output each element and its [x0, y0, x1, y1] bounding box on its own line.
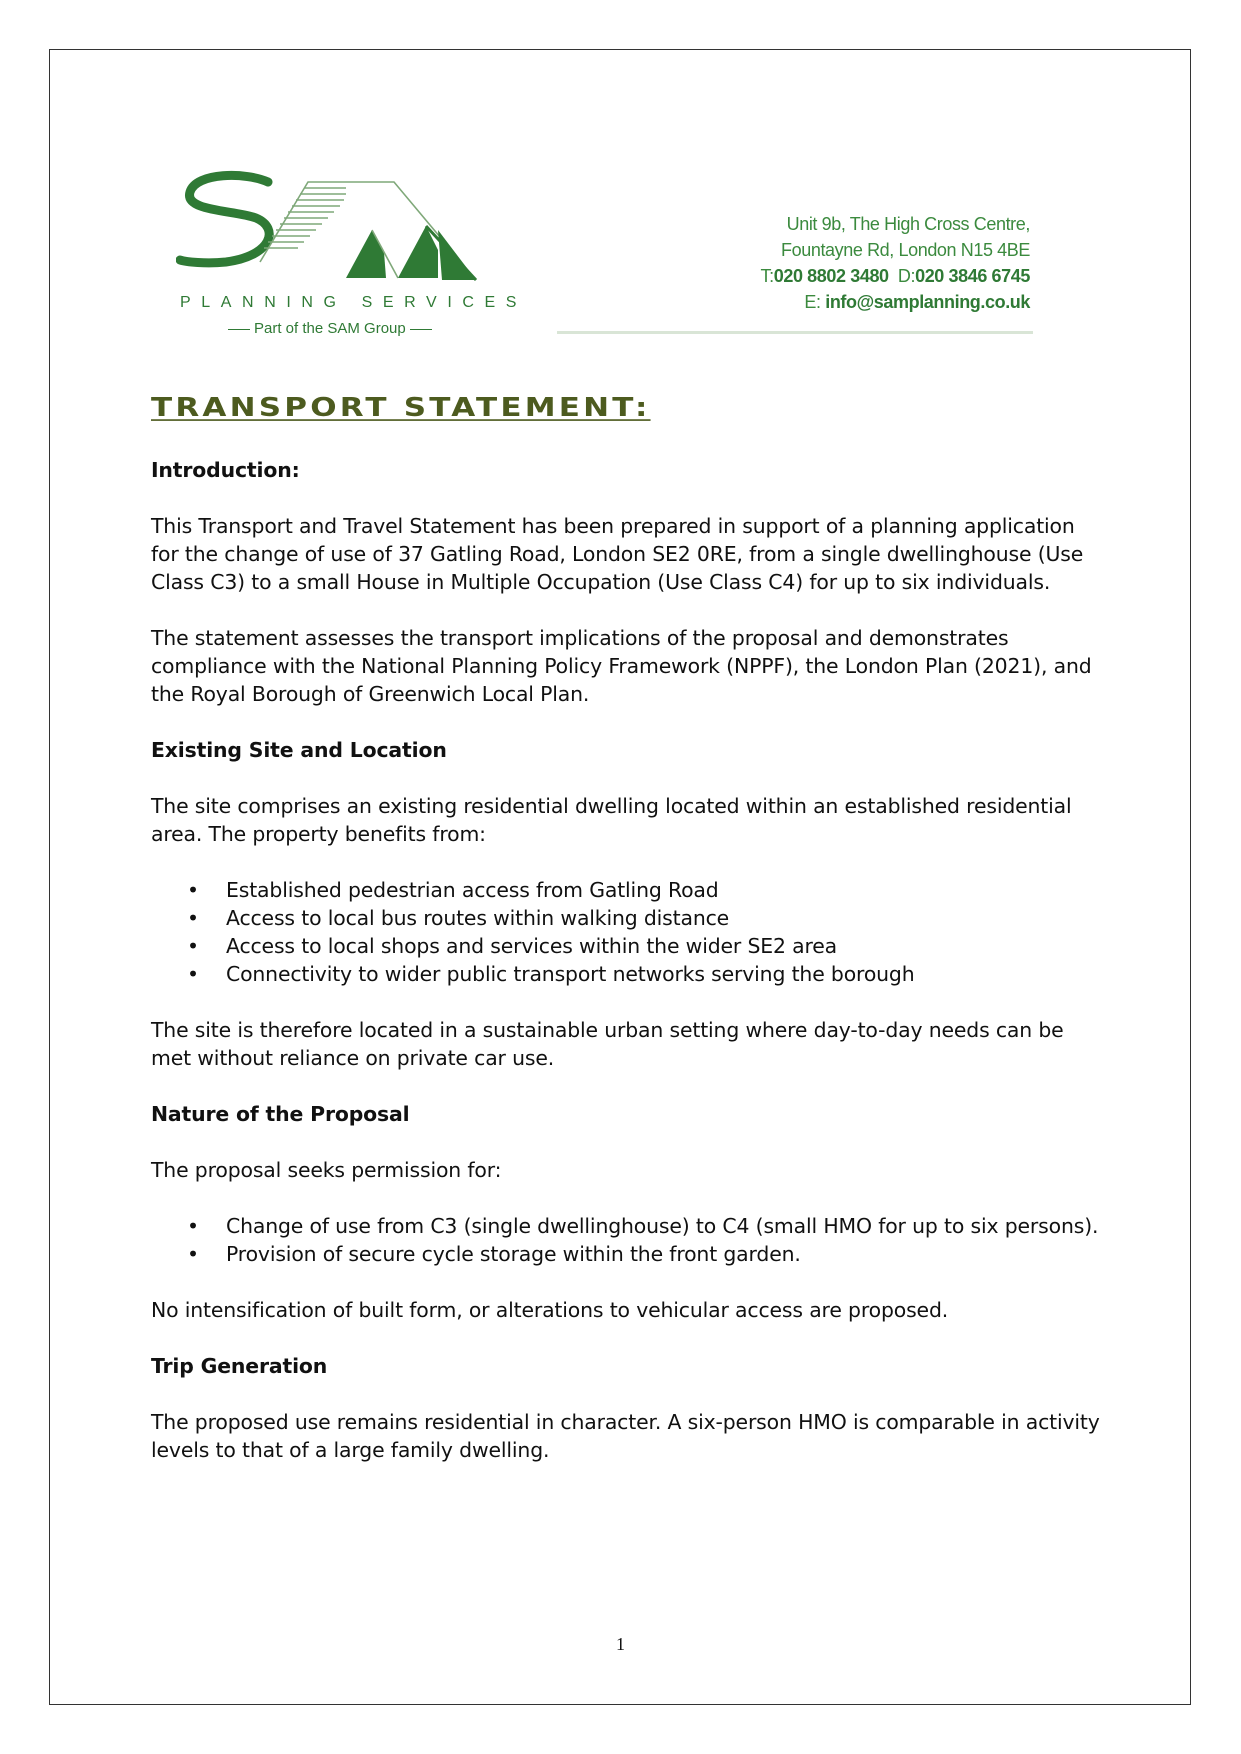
address-phones: T:020 8802 3480 D:020 3846 6745: [760, 266, 1030, 286]
document-body: [151, 456, 1101, 1492]
direct-number[interactable]: 020 3846 6745: [915, 266, 1030, 286]
paragraph: No intensification of built form, or alterations to vehicular access are proposed.: [151, 1298, 949, 1322]
list-item: • Access to local shops and services within the wider SE2 area: [226, 932, 1101, 960]
list-item: • Provision of secure cycle storage within the front garden.: [226, 1240, 1101, 1268]
document-title: TRANSPORT STATEMENT:: [151, 393, 651, 423]
address-line-1: Unit 9b, The High Cross Centre,: [786, 214, 1030, 234]
paragraph: The site comprises an existing residential dwelling located within an established residential area. The property benefits from:: [151, 794, 1072, 846]
section-heading-trip-generation: Trip Generation: [151, 1354, 328, 1378]
sam-logo-mark: [176, 170, 506, 290]
address-email: E: info@samplanning.co.uk: [804, 292, 1030, 312]
company-address: [761, 211, 1030, 315]
telephone-number[interactable]: 020 8802 3480: [773, 266, 889, 286]
list-item: • Connectivity to wider public transport networks serving the borough: [226, 960, 1101, 988]
section-heading-existing-site: Existing Site and Location: [151, 738, 447, 762]
logo-subtitle: PLANNING SERVICES: [180, 294, 528, 311]
paragraph: The site is therefore located in a sustainable urban setting where day-to-day needs can be met without reliance on private car use.: [151, 1018, 1064, 1070]
paragraph: The proposal seeks permission for:: [151, 1158, 502, 1182]
address-line-2: Fountayne Rd, London N15 4BE: [781, 240, 1030, 260]
section-heading-introduction: Introduction:: [151, 458, 300, 482]
list-item: • Change of use from C3 (single dwellinghouse) to C4 (small HMO for up to six persons).: [226, 1212, 1101, 1240]
paragraph: This Transport and Travel Statement has been prepared in support of a planning application for the change of use of 37 Gatling Road, London SE2 0RE, from a single dwellinghouse (Use Class C3) to a small House in Multiple Occupation (Use Class C4) for up to six individuals.: [151, 514, 1084, 594]
page-number: 1: [616, 1634, 625, 1654]
section-heading-nature-of-proposal: Nature of the Proposal: [151, 1102, 410, 1126]
email-link[interactable]: info@samplanning.co.uk: [825, 292, 1030, 312]
list-item: • Access to local bus routes within walking distance: [226, 904, 1101, 932]
list-item: • Established pedestrian access from Gatling Road: [226, 876, 1101, 904]
logo-group-tagline: Part of the SAM Group: [224, 320, 436, 337]
paragraph: The proposed use remains residential in character. A six-person HMO is comparable in activity levels to that of a large family dwelling.: [151, 1410, 1100, 1462]
bullet-list: [151, 1212, 1101, 1268]
header-divider: [557, 331, 1033, 334]
sam-logo: [176, 170, 528, 340]
bullet-list: [151, 876, 1101, 988]
paragraph: The statement assesses the transport implications of the proposal and demonstrates compliance with the National Planning Policy Framework (NPPF), the London Plan (2021), and the Royal Borough of Greenwich Local Plan.: [151, 626, 1092, 706]
